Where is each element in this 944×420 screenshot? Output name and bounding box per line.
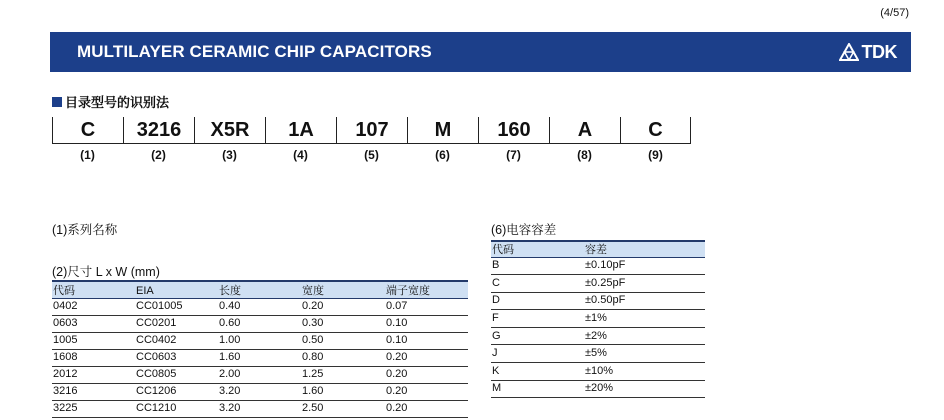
part-code-segment: 160 bbox=[478, 117, 549, 144]
table-cell: 0.30 bbox=[301, 315, 385, 332]
size-table-row bbox=[52, 332, 468, 349]
tolerance-table-row bbox=[491, 292, 705, 310]
tolerance-table bbox=[491, 240, 705, 398]
table-cell: ±20% bbox=[584, 380, 705, 398]
section-title bbox=[52, 92, 169, 111]
size-header-length: 长度 bbox=[219, 284, 241, 297]
size-header-code: 代码 bbox=[53, 284, 75, 297]
table-cell: CC0201 bbox=[135, 315, 218, 332]
table-cell: D bbox=[491, 292, 584, 310]
part-code-row bbox=[52, 117, 691, 144]
series-name-label: (1)系列名称 bbox=[52, 223, 118, 237]
section-title-text: 目录型号的识别法 bbox=[65, 95, 170, 110]
table-cell: 1005 bbox=[52, 332, 135, 349]
table-cell: CC0603 bbox=[135, 349, 218, 366]
table-cell: ±10% bbox=[584, 363, 705, 381]
tolerance-table-header bbox=[491, 241, 705, 257]
size-table-row bbox=[52, 349, 468, 366]
part-code-index: (6) bbox=[435, 148, 450, 162]
table-cell: F bbox=[491, 310, 584, 328]
table-cell: ±2% bbox=[584, 327, 705, 345]
table-cell: 0.20 bbox=[301, 298, 385, 315]
part-code-segment: X5R bbox=[194, 117, 265, 144]
table-cell: CC1206 bbox=[135, 383, 218, 400]
tolerance-table-row bbox=[491, 310, 705, 328]
logo-text: TDK bbox=[861, 41, 897, 62]
size-table-row bbox=[52, 366, 468, 383]
tolerance-table-row bbox=[491, 327, 705, 345]
part-code-index: (3) bbox=[222, 148, 237, 162]
part-code-segment: 1A bbox=[265, 117, 336, 144]
size-header-terminal-width: 端子宽度 bbox=[386, 284, 430, 297]
size-table-header bbox=[52, 281, 468, 298]
table-cell: 1.00 bbox=[218, 332, 301, 349]
table-cell: ±0.50pF bbox=[584, 292, 705, 310]
size-header-eia: EIA bbox=[136, 284, 154, 297]
part-code-index-row bbox=[52, 148, 691, 162]
part-code-index: (8) bbox=[577, 148, 592, 162]
table-cell: 0603 bbox=[52, 315, 135, 332]
table-cell: ±0.25pF bbox=[584, 275, 705, 293]
tolerance-table-row bbox=[491, 363, 705, 381]
table-cell: ±5% bbox=[584, 345, 705, 363]
table-cell: 0.80 bbox=[301, 349, 385, 366]
table-cell: 3225 bbox=[52, 400, 135, 417]
size-table bbox=[52, 280, 468, 418]
tolerance-table-row bbox=[491, 257, 705, 275]
table-cell: 1.25 bbox=[301, 366, 385, 383]
table-cell: CC01005 bbox=[135, 298, 218, 315]
size-header-width: 宽度 bbox=[302, 284, 324, 297]
table-cell: 0.07 bbox=[385, 298, 468, 315]
table-cell: B bbox=[491, 257, 584, 275]
table-cell: M bbox=[491, 380, 584, 398]
part-code-segment: 3216 bbox=[123, 117, 194, 144]
part-code-segment: 107 bbox=[336, 117, 407, 144]
table-cell: 0.10 bbox=[385, 332, 468, 349]
part-code-segment: C bbox=[620, 117, 691, 144]
table-cell: 0.10 bbox=[385, 315, 468, 332]
tdk-logo-icon bbox=[839, 43, 859, 61]
part-code-index: (2) bbox=[151, 148, 166, 162]
table-cell: CC0402 bbox=[135, 332, 218, 349]
table-cell: J bbox=[491, 345, 584, 363]
tolerance-header-value: 容差 bbox=[585, 243, 607, 256]
tolerance-table-row bbox=[491, 345, 705, 363]
table-cell: 0.20 bbox=[385, 366, 468, 383]
size-table-row bbox=[52, 400, 468, 417]
table-cell: C bbox=[491, 275, 584, 293]
part-code-index: (9) bbox=[648, 148, 663, 162]
table-cell: 0.20 bbox=[385, 383, 468, 400]
table-cell: 1.60 bbox=[301, 383, 385, 400]
table-cell: 1608 bbox=[52, 349, 135, 366]
table-cell: 2.00 bbox=[218, 366, 301, 383]
table-cell: 3.20 bbox=[218, 383, 301, 400]
square-bullet-icon bbox=[52, 97, 62, 107]
size-table-row bbox=[52, 383, 468, 400]
table-cell: 0.20 bbox=[385, 400, 468, 417]
size-table-row bbox=[52, 298, 468, 315]
table-cell: 0402 bbox=[52, 298, 135, 315]
part-code-index: (7) bbox=[506, 148, 521, 162]
tolerance-table-row bbox=[491, 380, 705, 398]
header-title: MULTILAYER CERAMIC CHIP CAPACITORS bbox=[77, 42, 432, 61]
table-cell: 0.20 bbox=[385, 349, 468, 366]
part-code-segment: C bbox=[52, 117, 123, 144]
tolerance-table-label: (6)电容容差 bbox=[491, 223, 557, 237]
table-cell: CC0805 bbox=[135, 366, 218, 383]
size-table-row bbox=[52, 315, 468, 332]
tolerance-header-code: 代码 bbox=[492, 243, 514, 256]
table-cell: 3216 bbox=[52, 383, 135, 400]
size-table-label: (2)尺寸 L x W (mm) bbox=[52, 265, 160, 279]
tdk-logo bbox=[839, 42, 898, 63]
part-code-index: (4) bbox=[293, 148, 308, 162]
table-cell: 2.50 bbox=[301, 400, 385, 417]
part-code-index: (1) bbox=[80, 148, 95, 162]
table-cell: 3.20 bbox=[218, 400, 301, 417]
tolerance-table-row bbox=[491, 275, 705, 293]
table-cell: CC1210 bbox=[135, 400, 218, 417]
header-bar bbox=[50, 32, 911, 72]
table-cell: 0.40 bbox=[218, 298, 301, 315]
table-cell: 1.60 bbox=[218, 349, 301, 366]
part-code-segment: A bbox=[549, 117, 620, 144]
table-cell: 2012 bbox=[52, 366, 135, 383]
table-cell: 0.50 bbox=[301, 332, 385, 349]
part-code-segment: M bbox=[407, 117, 478, 144]
part-code-index: (5) bbox=[364, 148, 379, 162]
table-cell: ±0.10pF bbox=[584, 257, 705, 275]
table-cell: ±1% bbox=[584, 310, 705, 328]
page-number: (4/57) bbox=[880, 7, 909, 19]
table-cell: 0.60 bbox=[218, 315, 301, 332]
table-cell: K bbox=[491, 363, 584, 381]
table-cell: G bbox=[491, 327, 584, 345]
